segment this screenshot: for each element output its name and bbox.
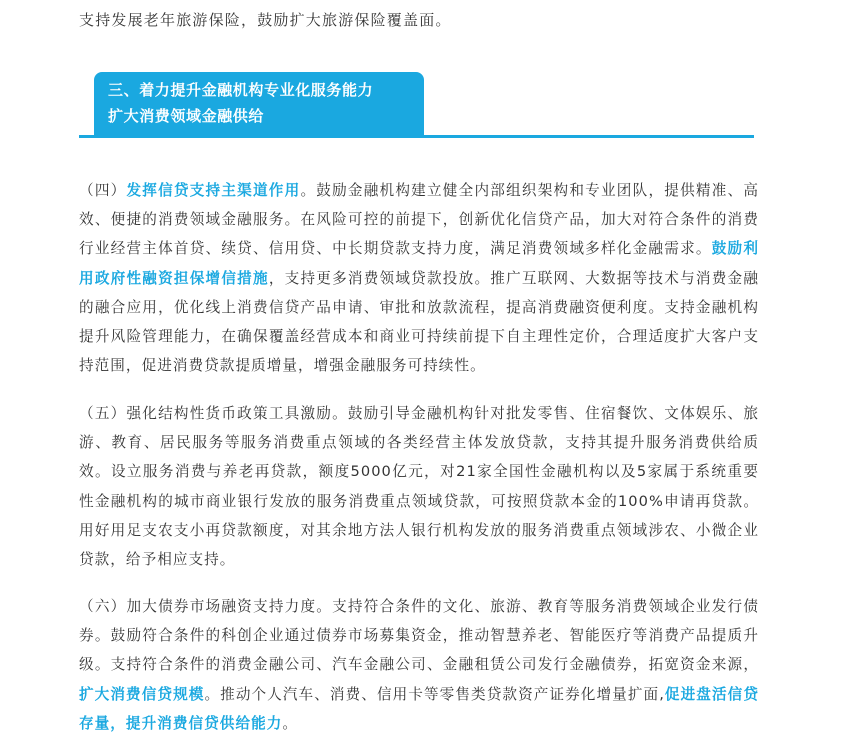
section-title-line2: 扩大消费领域金融供给 [108, 107, 265, 125]
paragraph-monetary-policy [79, 399, 759, 574]
paragraph-bond-market [79, 592, 759, 738]
p2-text-1: （五）强化结构性货币政策工具激励。鼓励引导金融机构针对批发零售、住宿餐饮、文体娱乐、旅游、教育、居民服务等服务消费重点领域的各类经营主体发放贷款，支持其提升服务消费供给质效。设立服务消费与养老再贷款，额度5000亿元，对21家全国性金融机构以及5家属于系统重要性金融机构的城市商业银行发放的服务消费重点领域贷款，可按照贷款本金的100%申请再贷款。用好用足支农支小再贷款额度，对其余地方法人银行机构发放的服务消费重点领域涉农、小微企业贷款，给予相应支持。 [79, 405, 759, 569]
p1-highlight-2: 鼓励利用政府性融资担保增信措施 [79, 240, 759, 287]
p1-text-1: （四） [79, 182, 127, 199]
section-header [79, 72, 754, 138]
section-title-box [94, 72, 424, 135]
paragraph-credit-support [79, 176, 759, 380]
p1-text-2: 。鼓励金融机构建立健全内部组织架构和专业团队，提供精准、高效、便捷的消费领域金融服务。在风险可控的前提下，创新优化信贷产品，加大对符合条件的消费行业经营主体首贷、续贷、信用贷、中长期贷款支持力度，满足消费领域多样化金融需求。 [79, 182, 759, 258]
p1-text-3: ，支持更多消费领域贷款投放。推广互联网、大数据等技术与消费金融的融合应用，优化线上消费信贷产品申请、审批和放款流程，提高消费融资便利度。支持金融机构提升风险管理能力，在确保覆盖经营成本和商业可持续前提下自主理性定价，合理适度扩大客户支持范围，促进消费贷款提质增量，增强金融服务可持续性。 [79, 269, 759, 375]
p3-highlight-1: 扩大消费信贷规模 [79, 685, 205, 703]
p3-text-1: （六）加大债券市场融资支持力度。支持符合条件的文化、旅游、教育等服务消费领域企业发行债券。鼓励符合条件的科创企业通过债券市场募集资金，推动智慧养老、智能医疗等消费产品提质升级。支持符合条件的消费金融公司、汽车金融公司、金融租赁公司发行金融债券，拓宽资金来源， [79, 598, 759, 674]
section-title-line1: 三、着力提升金融机构专业化服务能力 [108, 81, 374, 99]
top-text-line: 支持发展老年旅游保险，鼓励扩大旅游保险覆盖面。 [79, 11, 452, 29]
p3-highlight-2: 促进盘活信贷存量，提升消费信贷供给能力 [79, 685, 759, 732]
p3-text-3: 。 [282, 714, 299, 732]
p1-highlight-1: 发挥信贷支持主渠道作用 [126, 182, 301, 199]
p3-text-2: 。推动个人汽车、消费、信用卡等零售类贷款资产证券化增量扩面, [204, 685, 665, 703]
section-divider [79, 135, 754, 138]
